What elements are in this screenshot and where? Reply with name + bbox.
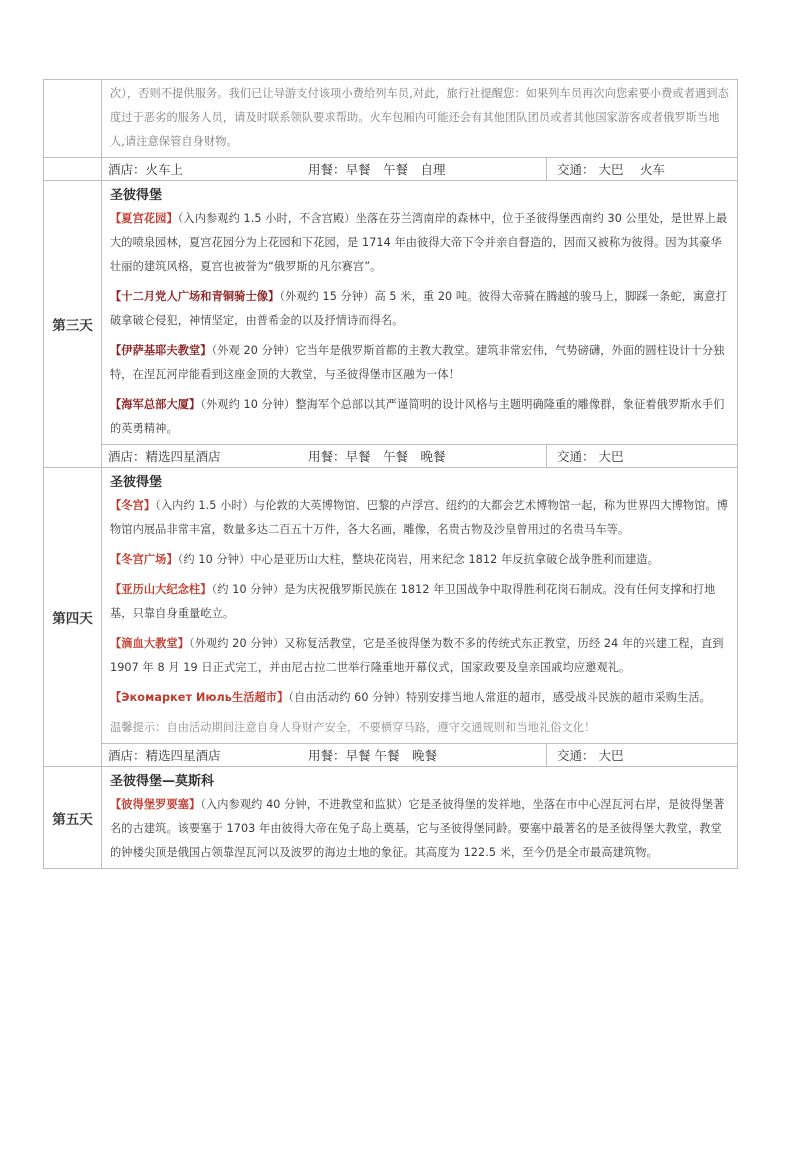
itinerary-table [43,79,738,869]
day4-content [102,468,738,744]
day4-meal: 用餐：早餐 午餐 晚餐 [308,748,437,763]
day4-item-2: 【冬宫广场】（约 10 分钟）中心是亚历山大柱，整块花岗岩，用来纪念 1812 年反抗拿破仑战争胜利而建造。 [110,553,659,566]
day3-label: 第三天 [44,181,102,468]
day3-item-1: 【夏宫花园】（入内参观约 1.5 小时，不含宫殿）坐落在芬兰湾南岸的森林中，位于圣彼得堡西南约 30 公里处，是世界上最大的喷泉园林，夏宫花园分为上花园和下花园，是 1714 年由彼得大帝下令并亲自督造的，因而又被称为彼得。因为其豪华壮丽的建筑风格，夏宫也被誉为“俄罗斯的凡尔赛宫”。 [110,212,728,273]
day2-content [102,80,738,158]
day3-item-3: 【伊萨基耶夫教堂】（外观 20 分钟）它当年是俄罗斯首都的主教大教堂。建筑非常宏伟，气势磅礴，外面的圆柱设计十分独特，在涅瓦河岸能看到这座金顶的大教堂，与圣彼得堡市区融为一体！ [110,344,725,381]
day2-label-cell [44,80,102,158]
day3-transport: 交通： 大巴 [557,449,624,464]
day4-transport: 交通： 大巴 [557,748,624,763]
day3-item-4: 【海军总部大厦】（外观约 10 分钟）整海军个总部以其严谨简明的设计风格与主题明确隆重的雕像群，象征着俄罗斯水手们的英勇精神。 [110,398,725,435]
day5-content [102,767,738,869]
day4-tip: 温馨提示：自由活动期间注意自身人身财产安全，不要横穿马路，遵守交通规则和当地礼俗文化！ [110,721,596,734]
day4-item-4: 【滴血大教堂】（外观约 20 分钟）又称复活教堂，它是圣彼得堡为数不多的传统式东正教堂，历经 24 年的兴建工程，直到 1907 年 8 月 19 日正式完工，并由尼古拉二世举行隆重地开幕仪式，国家政要及皇亲国戚均应邀观礼。 [110,637,724,674]
day3-item-2: 【十二月党人广场和青铜骑士像】（外观约 15 分钟）高 5 米，重 20 吨。彼得大帝骑在腾越的骏马上，脚踩一条蛇，寓意打破拿破仑侵犯，神情坚定，由普希金的以及抒情诗而得名。 [110,290,727,327]
day4-label: 第四天 [44,468,102,767]
day4-hotel: 酒店：精选四星酒店 [108,748,221,763]
day4-content-row [44,468,738,744]
day2-hotel: 酒店：火车上 [108,162,184,177]
day4-item-3: 【亚历山大纪念柱】（约 10 分钟）是为庆祝俄罗斯民族在 1812 年卫国战争中取得胜利花岗石制成。没有任何支撑和打地基，只靠自身重量屹立。 [110,583,716,620]
day5-label: 第五天 [44,767,102,869]
day5-city: 圣彼得堡—莫斯科 [110,774,215,789]
day2-transport: 交通： 大巴 火车 [557,162,665,177]
day5-content-row [44,767,738,869]
day4-item-1: 【冬宫】（入内约 1.5 小时）与伦敦的大英博物馆、巴黎的卢浮宫、纽约的大都会艺术博物馆一起，称为世界四大博物馆。博物馆内展品非常丰富，数量多达二百五十万件，各大名画，雕像，名贵古物及沙皇曾用过的名贵马车等。 [110,499,729,536]
day3-info-row [44,445,738,468]
day2-content-row [44,80,738,158]
day2-info-row [44,158,738,181]
day3-city: 圣彼得堡 [110,188,163,203]
day3-content-row [44,181,738,445]
day3-content [102,181,738,445]
day4-city: 圣彼得堡 [110,475,163,490]
day3-hotel: 酒店：精选四星酒店 [108,449,221,464]
day3-meal: 用餐：早餐 午餐 晚餐 [308,449,446,464]
day5-item-1: 【彼得堡罗要塞】（入内参观约 40 分钟，不进教堂和监狱）它是圣彼得堡的发祥地，坐落在市中心涅瓦河右岸，是彼得堡著名的古建筑。该要塞于 1703 年由彼得大帝在兔子岛上奠基，它与圣彼得堡同龄。要塞中最著名的是圣彼得堡大教堂，教堂的钟楼尖顶是俄国占领靠涅瓦河以及波罗的海边土地的象征。其高度为 122.5 米，至今仍是全市最高建筑物。 [110,798,725,859]
day2-meal: 用餐：早餐 午餐 自理 [308,162,446,177]
day4-info-row [44,744,738,767]
day4-item-5: 【Экомаркет Июль生活超市】（自由活动约 60 分钟）特别安排当地人常逛的超市，感受战斗民族的超市采购生活。 [110,691,711,704]
day2-notice-text: 次），否则不提供服务。我们已让导游支付该项小费给列车员,对此，旅行社提醒您：如果列车员再次向您索要小费或者遇到态度过于恶劣的服务人员，请及时联系领队要求帮助。火车包厢内可能还会有其他团队团员或者其他国家游客或者俄罗斯当地人,请注意保管自身财物。 [110,87,729,148]
